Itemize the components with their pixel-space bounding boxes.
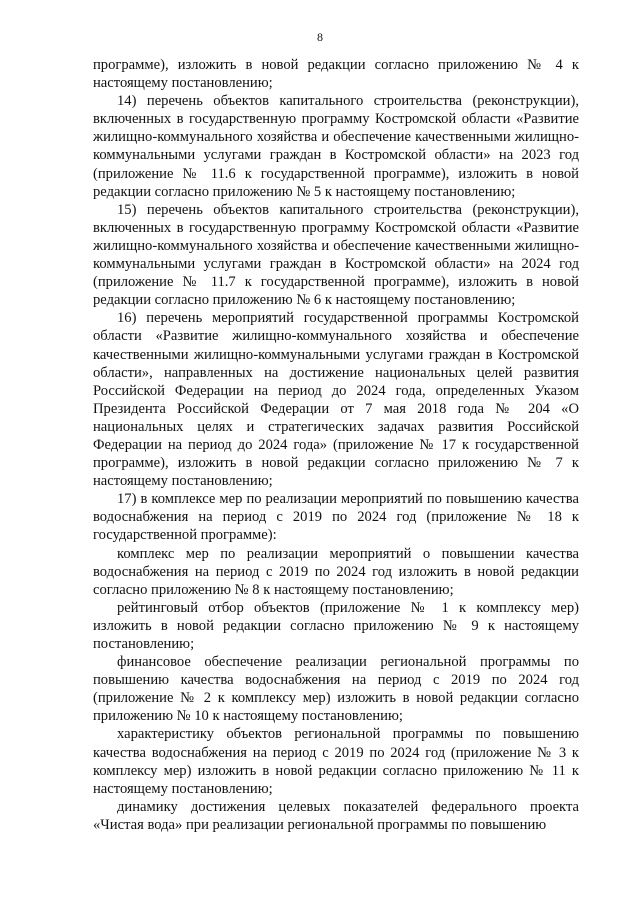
- paragraph-rating-selection: рейтинговый отбор объектов (приложение № 1 к комплексу мер) изложить в новой редакции согласно приложению № 9 к настоящему постановлению;: [93, 599, 579, 652]
- page-number: 8: [317, 30, 323, 44]
- paragraph-item-14: 14) перечень объектов капитального строительства (реконструкции), включенных в государственную программу Костромской области «Развитие жилищно-коммунального хозяйства и обеспечение качественными жилищно-коммунальными услугами граждан в Костромской области» на 2023 год (приложение № 11.6 к государственной программе), изложить в новой редакции согласно приложению № 5 к настоящему постановлению;: [93, 93, 579, 200]
- paragraph-item-16: 16) перечень мероприятий государственной программы Костромской области «Развитие жилищно-коммунального хозяйства и обеспечение качественными жилищно-коммунальными услугами граждан в Костромской области», направленных на достижение национальных целей развития Российской Федерации на период до 2024 года, определенных Указом Президента Российской Федерации от 7 мая 2018 года № 204 «О национальных целях и стратегических задачах развития Российской Федерации на период до 2024 года» (приложение № 17 к государственной программе), изложить в новой редакции согласно приложению № 7 к настоящему постановлению;: [93, 310, 579, 490]
- paragraph-continuation: программе), изложить в новой редакции согласно приложению № 4 к настоящему постановлению;: [93, 57, 579, 92]
- paragraph-complex-measures: комплекс мер по реализации мероприятий о повышении качества водоснабжения на период с 2019 по 2024 год изложить в новой редакции согласно приложению № 8 к настоящему постановлению;: [93, 545, 579, 598]
- paragraph-target-dynamics: динамику достижения целевых показателей федерального проекта «Чистая вода» при реализации региональной программы по повышению: [93, 798, 579, 833]
- document-body: [93, 56, 579, 834]
- paragraph-item-17: 17) в комплексе мер по реализации мероприятий по повышению качества водоснабжения на период с 2019 по 2024 год (приложение № 18 к государственной программе):: [93, 491, 579, 544]
- paragraph-financial-support: финансовое обеспечение реализации региональной программы по повышению качества водоснабжения на период с 2019 по 2024 год (приложение № 2 к комплексу мер) изложить в новой редакции согласно приложению № 10 к настоящему постановлению;: [93, 654, 579, 725]
- paragraph-object-characteristics: характеристику объектов региональной программы по повышению качества водоснабжения на период с 2019 по 2024 год (приложение № 3 к комплексу мер) изложить в новой редакции согласно приложению № 11 к настоящему постановлению;: [93, 726, 579, 797]
- paragraph-item-15: 15) перечень объектов капитального строительства (реконструкции), включенных в государственную программу Костромской области «Развитие жилищно-коммунального хозяйства и обеспечение качественными жилищно-коммунальными услугами граждан в Костромской области» на 2024 год (приложение № 11.7 к государственной программе), изложить в новой редакции согласно приложению № 6 к настоящему постановлению;: [93, 201, 579, 309]
